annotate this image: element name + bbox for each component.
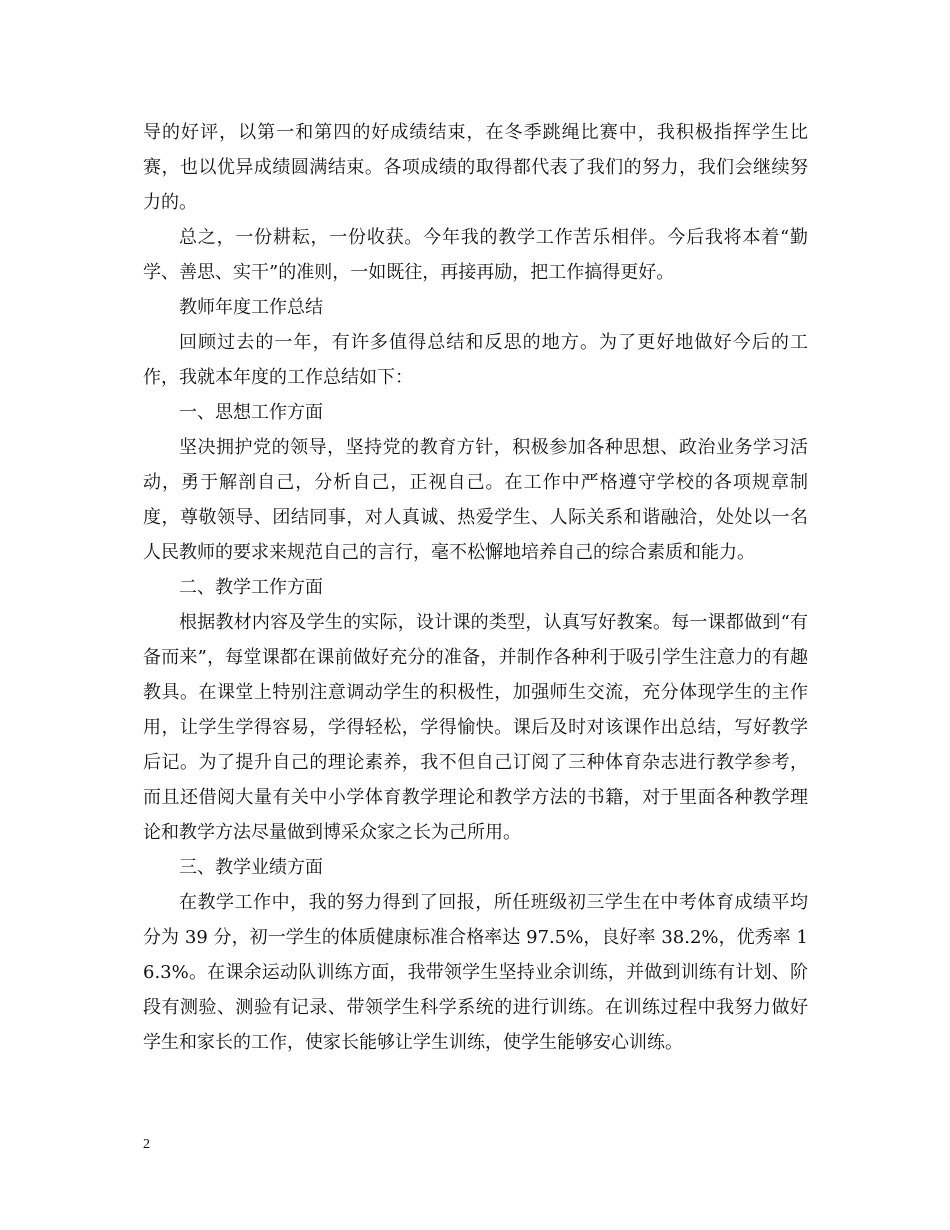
paragraph-ideology: 坚决拥护党的领导，坚持党的教育方针，积极参加各种思想、政治业务学习活动，勇于解剖自己，分析自己，正视自己。在工作中严格遵守学校的各项规章制度，尊敬领导、团结同事，对人真诚、热爱学生、人际关系和谐融洽，处处以一名人民教师的要求来规范自己的言行，毫不松懈地培养自己的综合素质和能力。 <box>143 437 808 563</box>
section-title: 教师年度工作总结 <box>179 297 323 318</box>
heading-performance: 三、教学业绩方面 <box>179 857 323 878</box>
paragraph-performance: 在教学工作中，我的努力得到了回报，所任班级初三学生在中考体育成绩平均分为 39 分，初一学生的体质健康标准合格率达 97.5%，良好率 38.2%，优秀率 16.3%。在课余运动队训练方面，我带领学生坚持业余训练，并做到训练有计划、阶段有测验、测验有记录、带领学生科学系统的进行训练。在训练过程中我努力做好学生和家长的工作，使家长能够让学生训练，使学生能够安心训练。 <box>143 892 808 1053</box>
page-number: 2 <box>143 1137 150 1152</box>
document-body <box>143 115 808 1060</box>
paragraph-summary: 总之，一份耕耘，一份收获。今年我的教学工作苦乐相伴。今后我将本着“勤学、善思、实干”的准则，一如既往，再接再励，把工作搞得更好。 <box>143 227 808 283</box>
paragraph-teaching: 根据教材内容及学生的实际，设计课的类型，认真写好教案。每一课都做到“有备而来”，每堂课都在课前做好充分的准备，并制作各种利于吸引学生注意力的有趣教具。在课堂上特别注意调动学生的积极性，加强师生交流，充分体现学生的主作用，让学生学得容易，学得轻松，学得愉快。课后及时对该课作出总结，写好教学后记。为了提升自己的理论素养，我不但自己订阅了三种体育杂志进行教学参考，而且还借阅大量有关中小学体育教学理论和教学方法的书籍，对于里面各种教学理论和教学方法尽量做到博采众家之长为己所用。 <box>143 612 808 843</box>
paragraph-continuation: 导的好评，以第一和第四的好成绩结束，在冬季跳绳比赛中，我积极指挥学生比赛，也以优异成绩圆满结束。各项成绩的取得都代表了我们的努力，我们会继续努力的。 <box>143 122 808 213</box>
heading-ideology: 一、思想工作方面 <box>179 402 323 423</box>
heading-teaching: 二、教学工作方面 <box>179 577 323 598</box>
paragraph-intro: 回顾过去的一年，有许多值得总结和反思的地方。为了更好地做好今后的工作，我就本年度的工作总结如下： <box>143 332 808 388</box>
